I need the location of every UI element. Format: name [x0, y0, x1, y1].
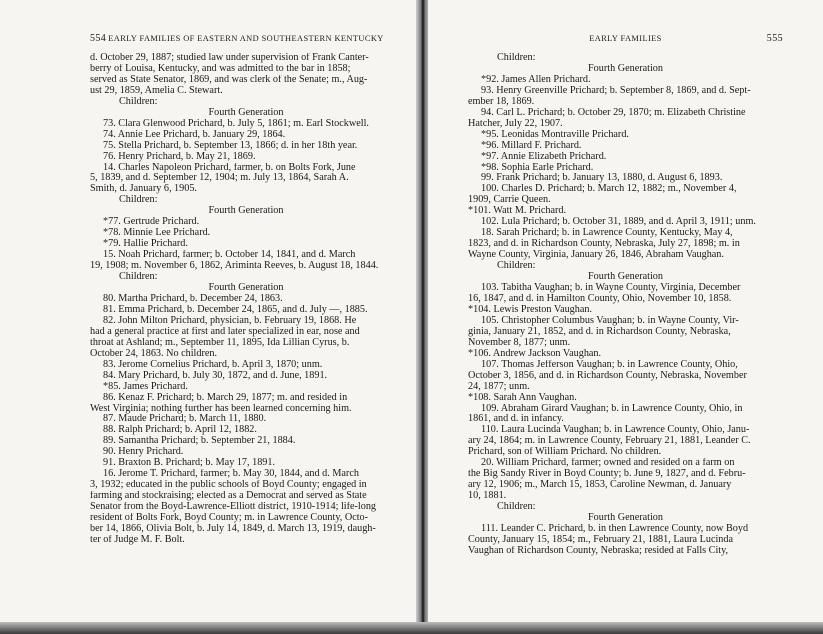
text-line: Children:	[119, 272, 158, 283]
text-line: 107. Thomas Jefferson Vaughan; b. in Lawrence County, Ohio,	[481, 359, 738, 370]
text-line: 74. Annie Lee Prichard, b. January 29, 1864.	[103, 129, 286, 140]
text-line: October 24, 1863. No children.	[90, 348, 218, 359]
right-page-header	[468, 34, 783, 48]
left-running-head: EARLY FAMILIES OF EASTERN AND SOUTHEASTERN KENTUCKY	[108, 34, 384, 43]
left-page-number: 554	[90, 33, 107, 44]
text-line: the Big Sandy River in Boyd County; b. June 9, 1827, and d. Febru-	[468, 469, 746, 480]
text-line: Children:	[497, 53, 536, 63]
text-line: Children:	[497, 261, 536, 272]
text-line: *85. James Prichard.	[103, 381, 188, 392]
right-page-text	[468, 53, 783, 557]
text-line: 89. Samantha Prichard; b. September 21, 1884.	[103, 436, 296, 447]
text-line: d. October 29, 1887; studied law under supervision of Frank Canter-	[90, 53, 369, 63]
text-line: resident of Bolts Fork, Boyd County; m. in Lawrence County, Octo-	[90, 513, 369, 524]
text-line: 16, 1847, and d. in Hamilton County, Ohio, November 10, 1858.	[468, 293, 732, 304]
text-line: ter of Judge M. F. Bolt.	[90, 534, 185, 545]
generation-heading: Fourth Generation	[208, 206, 284, 217]
book-bottom-edge	[0, 622, 823, 634]
text-line: *78. Minnie Lee Prichard.	[103, 228, 211, 239]
text-line: 111. Leander C. Prichard, b. in then Lawrence County, now Boyd	[481, 523, 749, 534]
text-line: 76. Henry Prichard, b. May 21, 1869.	[103, 151, 256, 162]
generation-heading: Fourth Generation	[588, 63, 663, 74]
text-line: 87. Maude Prichard; b. March 11, 1880.	[103, 414, 267, 425]
text-line: West Virginia; nothing further has been learned concerning him.	[90, 403, 352, 414]
text-line: 81. Emma Prichard, b. December 24, 1865, and d. July —, 1885.	[103, 304, 368, 315]
generation-heading: Fourth Generation	[588, 513, 663, 524]
text-line: 82. John Milton Prichard, physician, b. February 19, 1868. He	[103, 315, 357, 326]
text-line: 109. Abraham Girard Vaughan; b. in Lawrence County, Ohio, in	[481, 403, 743, 414]
text-line: November 8, 1877; unm.	[468, 337, 571, 348]
text-line: Wayne County, Virginia, January 26, 1846, Abraham Vaughan.	[468, 250, 724, 261]
text-line: Senator from the Boyd-Lawrence-Elliott district, 1910-1914; life-long	[90, 502, 377, 513]
text-line: *108. Sarah Ann Vaughan.	[468, 392, 577, 403]
generation-heading: Fourth Generation	[208, 283, 284, 294]
text-line: Prichard, son of William Prichard. No children.	[468, 447, 662, 458]
text-line: 83. Jerome Cornelius Prichard, b. April 3, 1870; unm.	[103, 359, 323, 370]
text-line: 15. Noah Prichard, farmer; b. October 14, 1841, and d. March	[103, 250, 356, 261]
text-line: 24, 1877; unm.	[468, 381, 530, 392]
text-line: 20. William Prichard, farmer; owned and resided on a farm on	[481, 458, 735, 469]
text-line: 94. Carl L. Prichard; b. October 29, 1870; m. Elizabeth Christine	[481, 107, 746, 118]
text-line: 75. Stella Prichard, b. September 13, 1866; d. in her 18th year.	[103, 140, 358, 151]
right-running-head: EARLY FAMILIES	[589, 34, 662, 43]
text-line: 3, 1932; educated in the public schools of Boyd County; engaged in	[90, 480, 367, 491]
generation-heading: Fourth Generation	[588, 272, 663, 283]
text-line: Children:	[119, 96, 158, 107]
text-line: *79. Hallie Prichard.	[103, 239, 188, 250]
text-line: 10, 1881.	[468, 491, 507, 502]
right-page-number: 555	[766, 33, 783, 44]
text-line: 88. Ralph Prichard; b. April 12, 1882.	[103, 425, 257, 436]
text-line: 1909, Carrie Queen.	[468, 195, 551, 206]
text-line: Children:	[119, 195, 158, 206]
text-line: *104. Lewis Preston Vaughan.	[468, 304, 593, 315]
text-line: 19, 1908; m. November 6, 1862, Ariminta Reeves, b. August 18, 1844.	[90, 261, 379, 272]
text-line: County, January 15, 1854; m., February 21, 1881, Laura Lucinda	[468, 534, 734, 545]
text-line: 103. Tabitha Vaughan; b. in Wayne County, Virginia, December	[481, 283, 741, 294]
text-line: 93. Henry Greenville Prichard; b. September 8, 1869, and d. Sept-	[481, 85, 751, 96]
text-line: served as State Senator, 1869, and was clerk of the Senate; m., Aug-	[90, 74, 368, 85]
text-line: *77. Gertrude Prichard.	[103, 217, 200, 228]
text-line: 99. Frank Prichard; b. January 13, 1880, d. August 6, 1893.	[481, 173, 723, 184]
right-page	[428, 0, 823, 626]
text-line: 90. Henry Prichard.	[103, 447, 184, 458]
text-line: berry of Louisa, Kentucky, and was admitted to the bar in 1858;	[90, 63, 351, 74]
text-line: had a general practice at first and later specialized in ear, nose and	[90, 326, 360, 337]
text-line: 5, 1839, and d. September 12, 1904; m. July 13, 1864, Sarah A.	[90, 173, 349, 184]
text-line: 16. Jerome T. Prichard, farmer; b. May 30, 1844, and d. March	[103, 469, 359, 480]
text-line: ember 18, 1869.	[468, 96, 535, 107]
generation-heading: Fourth Generation	[208, 107, 284, 118]
text-line: 14. Charles Napoleon Prichard, farmer, b. on Bolts Fork, June	[103, 162, 356, 173]
text-line: *95. Leonidas Montraville Prichard.	[481, 129, 629, 140]
text-line: *97. Annie Elizabeth Prichard.	[481, 151, 607, 162]
text-line: *98. Sophia Earle Prichard.	[481, 162, 594, 173]
text-line: *101. Watt M. Prichard.	[468, 206, 567, 217]
text-line: farming and stockraising; elected as a Democrat and served as State	[90, 491, 367, 502]
text-line: 102. Lula Prichard; b. October 31, 1889, and d. April 3, 1911; unm.	[481, 217, 756, 228]
text-line: 1861, and d. in infancy.	[468, 414, 564, 425]
text-line: throat at Ashland; m., September 11, 1895, Ida Lillian Cyrus, b.	[90, 337, 350, 348]
text-line: October 3, 1856, and d. in Richardson County, Nebraska, November	[468, 370, 747, 381]
text-line: *106. Andrew Jackson Vaughan.	[468, 348, 602, 359]
text-line: Vaughan of Richardson County, Nebraska; resided at Falls City,	[468, 545, 729, 556]
text-line: ginia, January 21, 1852, and d. in Richardson County, Nebraska,	[468, 326, 731, 337]
text-line: *92. James Allen Prichard.	[481, 74, 591, 85]
text-line: Smith, d. January 6, 1905.	[90, 184, 197, 195]
text-line: 86. Kenaz F. Prichard; b. March 29, 1877; m. and resided in	[103, 392, 348, 403]
text-line: Hatcher, July 22, 1907.	[468, 118, 563, 129]
text-line: ber 14, 1866, Olivia Bolt, b. July 14, 1849, d. March 13, 1919, daugh-	[90, 523, 376, 534]
text-line: 18. Sarah Prichard; b. in Lawrence County, Kentucky, May 4,	[481, 228, 733, 239]
text-line: 84. Mary Prichard, b. July 30, 1872, and d. June, 1891.	[103, 370, 328, 381]
left-page-text	[90, 53, 402, 546]
text-line: 105. Christopher Columbus Vaughan; b. in Wayne County, Vir-	[481, 315, 739, 326]
left-page-header	[90, 34, 402, 48]
text-line: 100. Charles D. Prichard; b. March 12, 1882; m., November 4,	[481, 184, 737, 195]
text-line: 73. Clara Glenwood Prichard, b. July 5, 1861; m. Earl Stockwell.	[103, 118, 369, 129]
text-line: ary 24, 1864; m. in Lawrence County, February 21, 1881, Leander C.	[468, 436, 751, 447]
text-line: 110. Laura Lucinda Vaughan; b. in Lawrence County, Ohio, Janu-	[481, 425, 750, 436]
text-line: 1823, and d. in Richardson County, Nebraska, July 27, 1898; m. in	[468, 239, 740, 250]
text-line: Children:	[497, 502, 536, 513]
text-line: 80. Martha Prichard, b. December 24, 1863.	[103, 293, 283, 304]
text-line: ary 12, 1906; m., March 15, 1853, Caroline Newman, d. January	[468, 480, 732, 491]
text-line: *96. Millard F. Prichard.	[481, 140, 582, 151]
text-line: 91. Braxton B. Prichard; b. May 17, 1891.	[103, 458, 276, 469]
text-line: ust 29, 1859, Amelia C. Stewart.	[90, 85, 223, 96]
